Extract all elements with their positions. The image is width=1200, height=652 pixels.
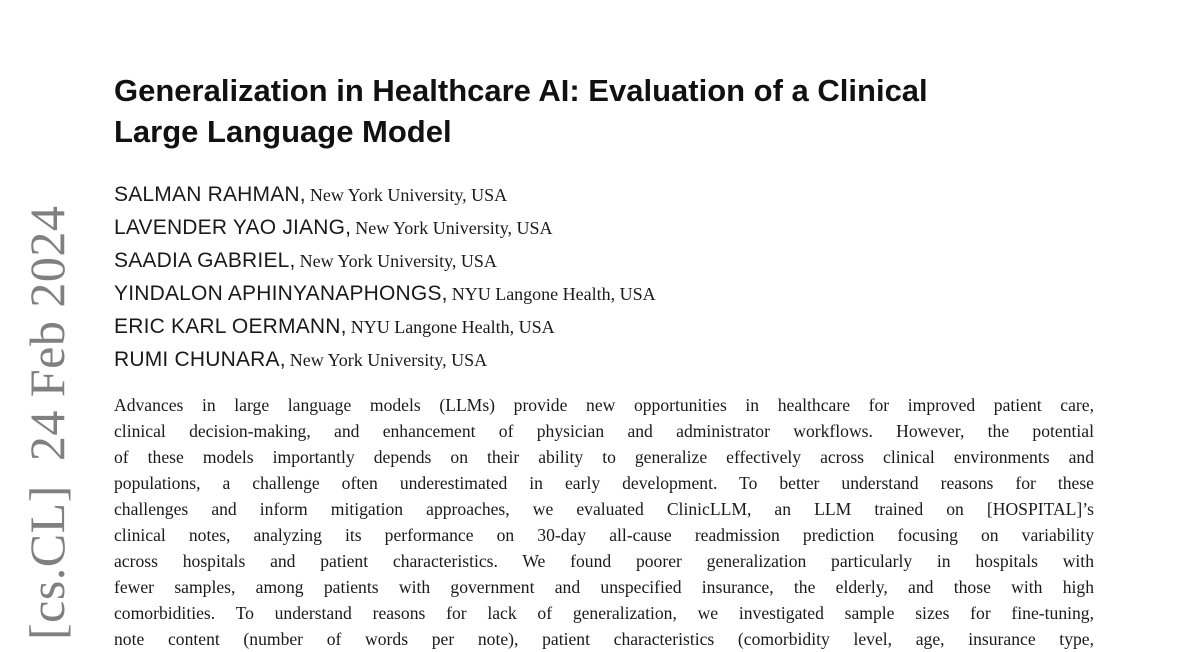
author-affiliation: New York University, USA — [289, 350, 488, 370]
author-name: YINDALON APHINYANAPHONGS, — [114, 282, 448, 305]
paper-title — [114, 70, 1094, 152]
author-entry — [114, 245, 1094, 278]
abstract-line: across hospitals and patient characteristics. We found poorer generalization particularly in hospitals with — [114, 551, 1094, 571]
author-affiliation: New York University, USA — [355, 218, 553, 238]
arxiv-identifier-stamp — [19, 205, 75, 640]
author-entry — [114, 311, 1094, 344]
title-line: Large Language Model — [114, 114, 452, 149]
author-entry — [114, 278, 1094, 311]
author-affiliation: NYU Langone Health, USA — [350, 317, 555, 337]
paper-first-page — [114, 70, 1094, 652]
author-affiliation: New York University, USA — [309, 185, 508, 205]
author-name: SAADIA GABRIEL, — [114, 249, 296, 272]
abstract-line: populations, a challenge often underestimated in early development. To better understand reasons for these — [114, 473, 1094, 493]
author-entry — [114, 212, 1094, 245]
abstract-line: challenges and inform mitigation approaches, we evaluated ClinicLLM, an LLM trained on [HOSPITAL]’s — [114, 499, 1094, 519]
abstract-line: clinical decision-making, and enhancement of physician and administrator workflows. However, the potential — [114, 421, 1094, 441]
abstract-line: comorbidities. To understand reasons for lack of generalization, we investigated sample sizes for fine-tuning, — [114, 603, 1094, 623]
arxiv-category: [cs.CL] — [19, 485, 75, 640]
abstract — [114, 392, 1094, 652]
arxiv-date: 24 Feb 2024 — [19, 205, 75, 462]
title-line: Generalization in Healthcare AI: Evaluation of a Clinical — [114, 73, 928, 108]
abstract-line: of these models importantly depends on their ability to generalize effectively across clinical environments and — [114, 447, 1094, 467]
abstract-line: clinical notes, analyzing its performance on 30-day all-cause readmission prediction focusing on variability — [114, 525, 1094, 545]
author-affiliation: New York University, USA — [299, 251, 497, 271]
author-name: ERIC KARL OERMANN, — [114, 315, 347, 338]
author-list — [114, 179, 1094, 377]
author-name: SALMAN RAHMAN, — [114, 183, 306, 206]
author-entry — [114, 344, 1094, 377]
author-entry — [114, 179, 1094, 212]
author-affiliation: NYU Langone Health, USA — [451, 284, 656, 304]
abstract-line: fewer samples, among patients with government and unspecified insurance, the elderly, and those with high — [114, 577, 1094, 597]
abstract-line: note content (number of words per note), patient characteristics (comorbidity level, age, insurance type, — [114, 629, 1094, 649]
abstract-line: Advances in large language models (LLMs) provide new opportunities in healthcare for improved patient care, — [114, 395, 1094, 415]
author-name: LAVENDER YAO JIANG, — [114, 216, 352, 239]
author-name: RUMI CHUNARA, — [114, 348, 286, 371]
